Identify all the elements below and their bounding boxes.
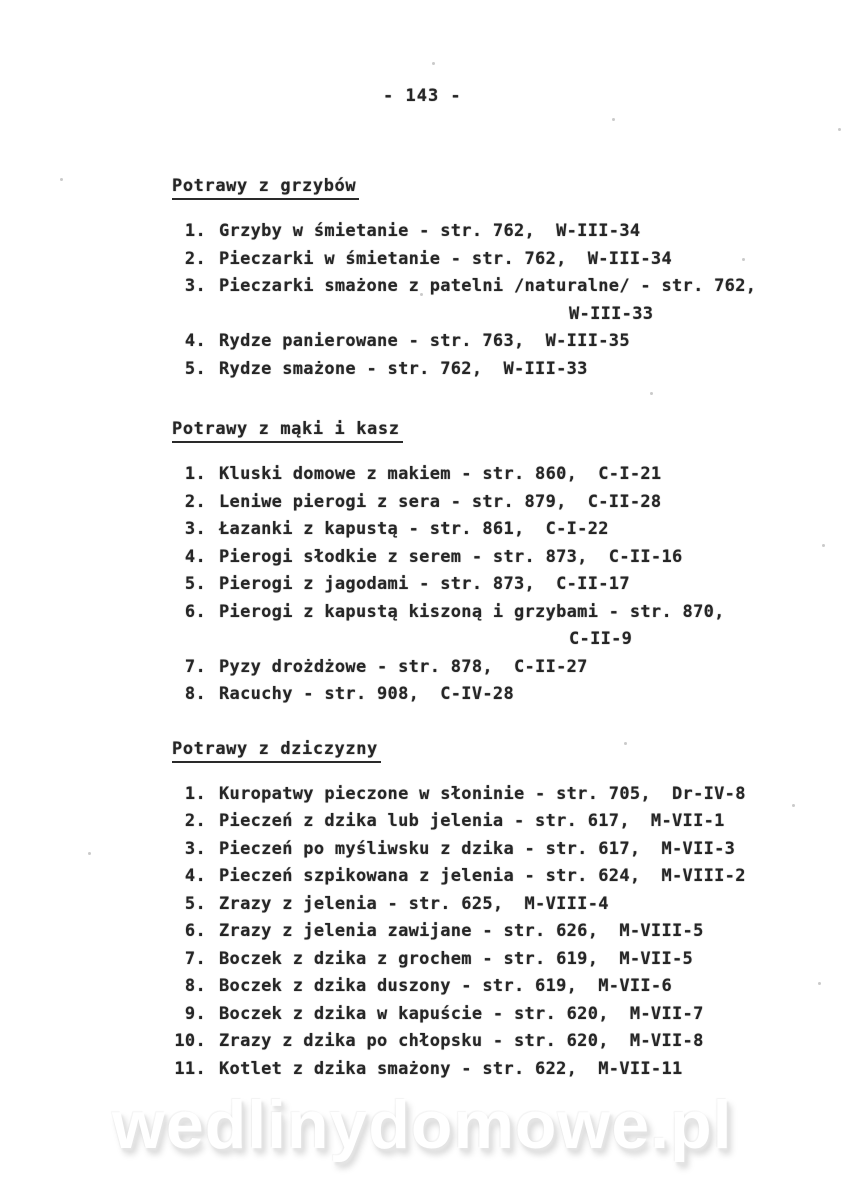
item-number: 1. [184,783,206,804]
section-title: Potrawy z mąki i kasz [172,419,403,443]
list-item [172,599,812,654]
item-text: Racuchy - str. 908, C-IV-28 [219,684,514,704]
item-text: Rydze panierowane - str. 763, W-III-35 [219,331,630,351]
item-text: Pieczarki smażone z patelni /naturalne/ - str. 762, W-III-33 [219,273,756,328]
watermark: wedlinydomowe.pl [112,1087,733,1163]
list-item [172,1028,812,1056]
list-item [172,891,812,919]
item-text: Boczek z dzika z grochem - str. 619, M-VII-5 [219,948,694,969]
item-number: 6. [184,601,206,622]
item-text: Pierogi z kapustą kiszoną i grzybami - str. 870, C-II-9 [219,599,725,654]
list-item [172,781,812,809]
item-number: 4. [184,546,206,567]
list-item [172,246,812,274]
item-number: 10. [174,1031,206,1051]
item-text: Zrazy z jelenia - str. 625, M-VIII-4 [219,893,609,914]
item-text: Pierogi z jagodami - str. 873, C-II-17 [219,574,630,594]
item-text: Grzyby w śmietanie - str. 762, W-III-34 [219,221,641,241]
list-item [172,571,812,599]
list-item [172,328,812,356]
list-item [172,356,812,384]
index-section [172,419,812,709]
item-text: Pieczeń szpikowana z jelenia - str. 624, M-VIII-2 [219,866,746,886]
item-text: Pyzy drożdżowe - str. 878, C-II-27 [219,656,588,677]
item-text: Kluski domowe z makiem - str. 860, C-I-21 [219,464,662,484]
index-section [172,176,812,383]
item-number: 2. [184,491,206,512]
list-item [172,544,812,572]
item-text: Boczek z dzika w kapuście - str. 620, M-VII-7 [219,1003,704,1024]
item-number: 4. [184,866,206,886]
section-title: Potrawy z dziczyzny [172,739,381,763]
list-item [172,1056,812,1084]
item-text: Pieczarki w śmietanie - str. 762, W-III-34 [219,248,672,269]
list-item [172,681,812,709]
item-number: 7. [184,656,206,677]
item-text: Boczek z dzika duszony - str. 619, M-VII-6 [219,976,672,996]
item-number: 3. [184,519,206,539]
scan-speck [612,118,615,121]
list-item [172,946,812,974]
item-number: 8. [184,684,206,704]
item-text: Zrazy z jelenia zawijane - str. 626, M-VIII-5 [219,921,704,941]
page-number: - 143 - [383,86,462,106]
scan-speck [432,62,435,65]
item-number: 1. [184,464,206,484]
list-item [172,836,812,864]
item-number: 2. [184,248,206,269]
item-text: Pierogi słodkie z serem - str. 873, C-II-16 [219,546,683,567]
list-item [172,1001,812,1029]
page-content [172,176,812,1083]
item-number: 3. [184,838,206,859]
item-number: 11. [174,1058,206,1079]
item-text: Zrazy z dzika po chłopsku - str. 620, M-VII-8 [219,1031,704,1051]
item-number: 5. [184,358,206,379]
item-text: Rydze smażone - str. 762, W-III-33 [219,358,588,379]
item-text: Pieczeń z dzika lub jelenia - str. 617, M-VII-1 [219,811,725,831]
list-item [172,273,812,328]
scan-speck [60,178,63,181]
item-number: 7. [184,948,206,969]
item-number: 8. [184,976,206,996]
list-item [172,654,812,682]
item-number: 4. [184,331,206,351]
list-item [172,918,812,946]
scan-speck [88,852,91,855]
list-item [172,808,812,836]
index-section [172,739,812,1084]
scan-speck [838,128,841,131]
item-number: 9. [184,1003,206,1024]
item-text: Kuropatwy pieczone w słoninie - str. 705, Dr-IV-8 [219,783,746,804]
item-number: 5. [184,574,206,594]
item-number: 5. [184,893,206,914]
item-continuation: W-III-33 [569,303,654,324]
list-item [172,218,812,246]
item-number: 2. [184,811,206,831]
list-item [172,489,812,517]
scan-speck [818,982,821,985]
list-item [172,863,812,891]
scan-speck [822,544,825,547]
item-text: Pieczeń po myśliwsku z dzika - str. 617, M-VII-3 [219,838,736,859]
item-text: Łazanki z kapustą - str. 861, C-I-22 [219,519,609,539]
list-item [172,973,812,1001]
list-item [172,516,812,544]
item-text: Kotlet z dzika smażony - str. 622, M-VII-11 [219,1058,683,1079]
item-number: 3. [184,276,206,296]
item-number: 6. [184,921,206,941]
section-title: Potrawy z grzybów [172,176,359,200]
item-number: 1. [184,221,206,241]
item-text: Leniwe pierogi z sera - str. 879, C-II-28 [219,491,662,512]
item-continuation: C-II-9 [569,629,633,649]
list-item [172,461,812,489]
